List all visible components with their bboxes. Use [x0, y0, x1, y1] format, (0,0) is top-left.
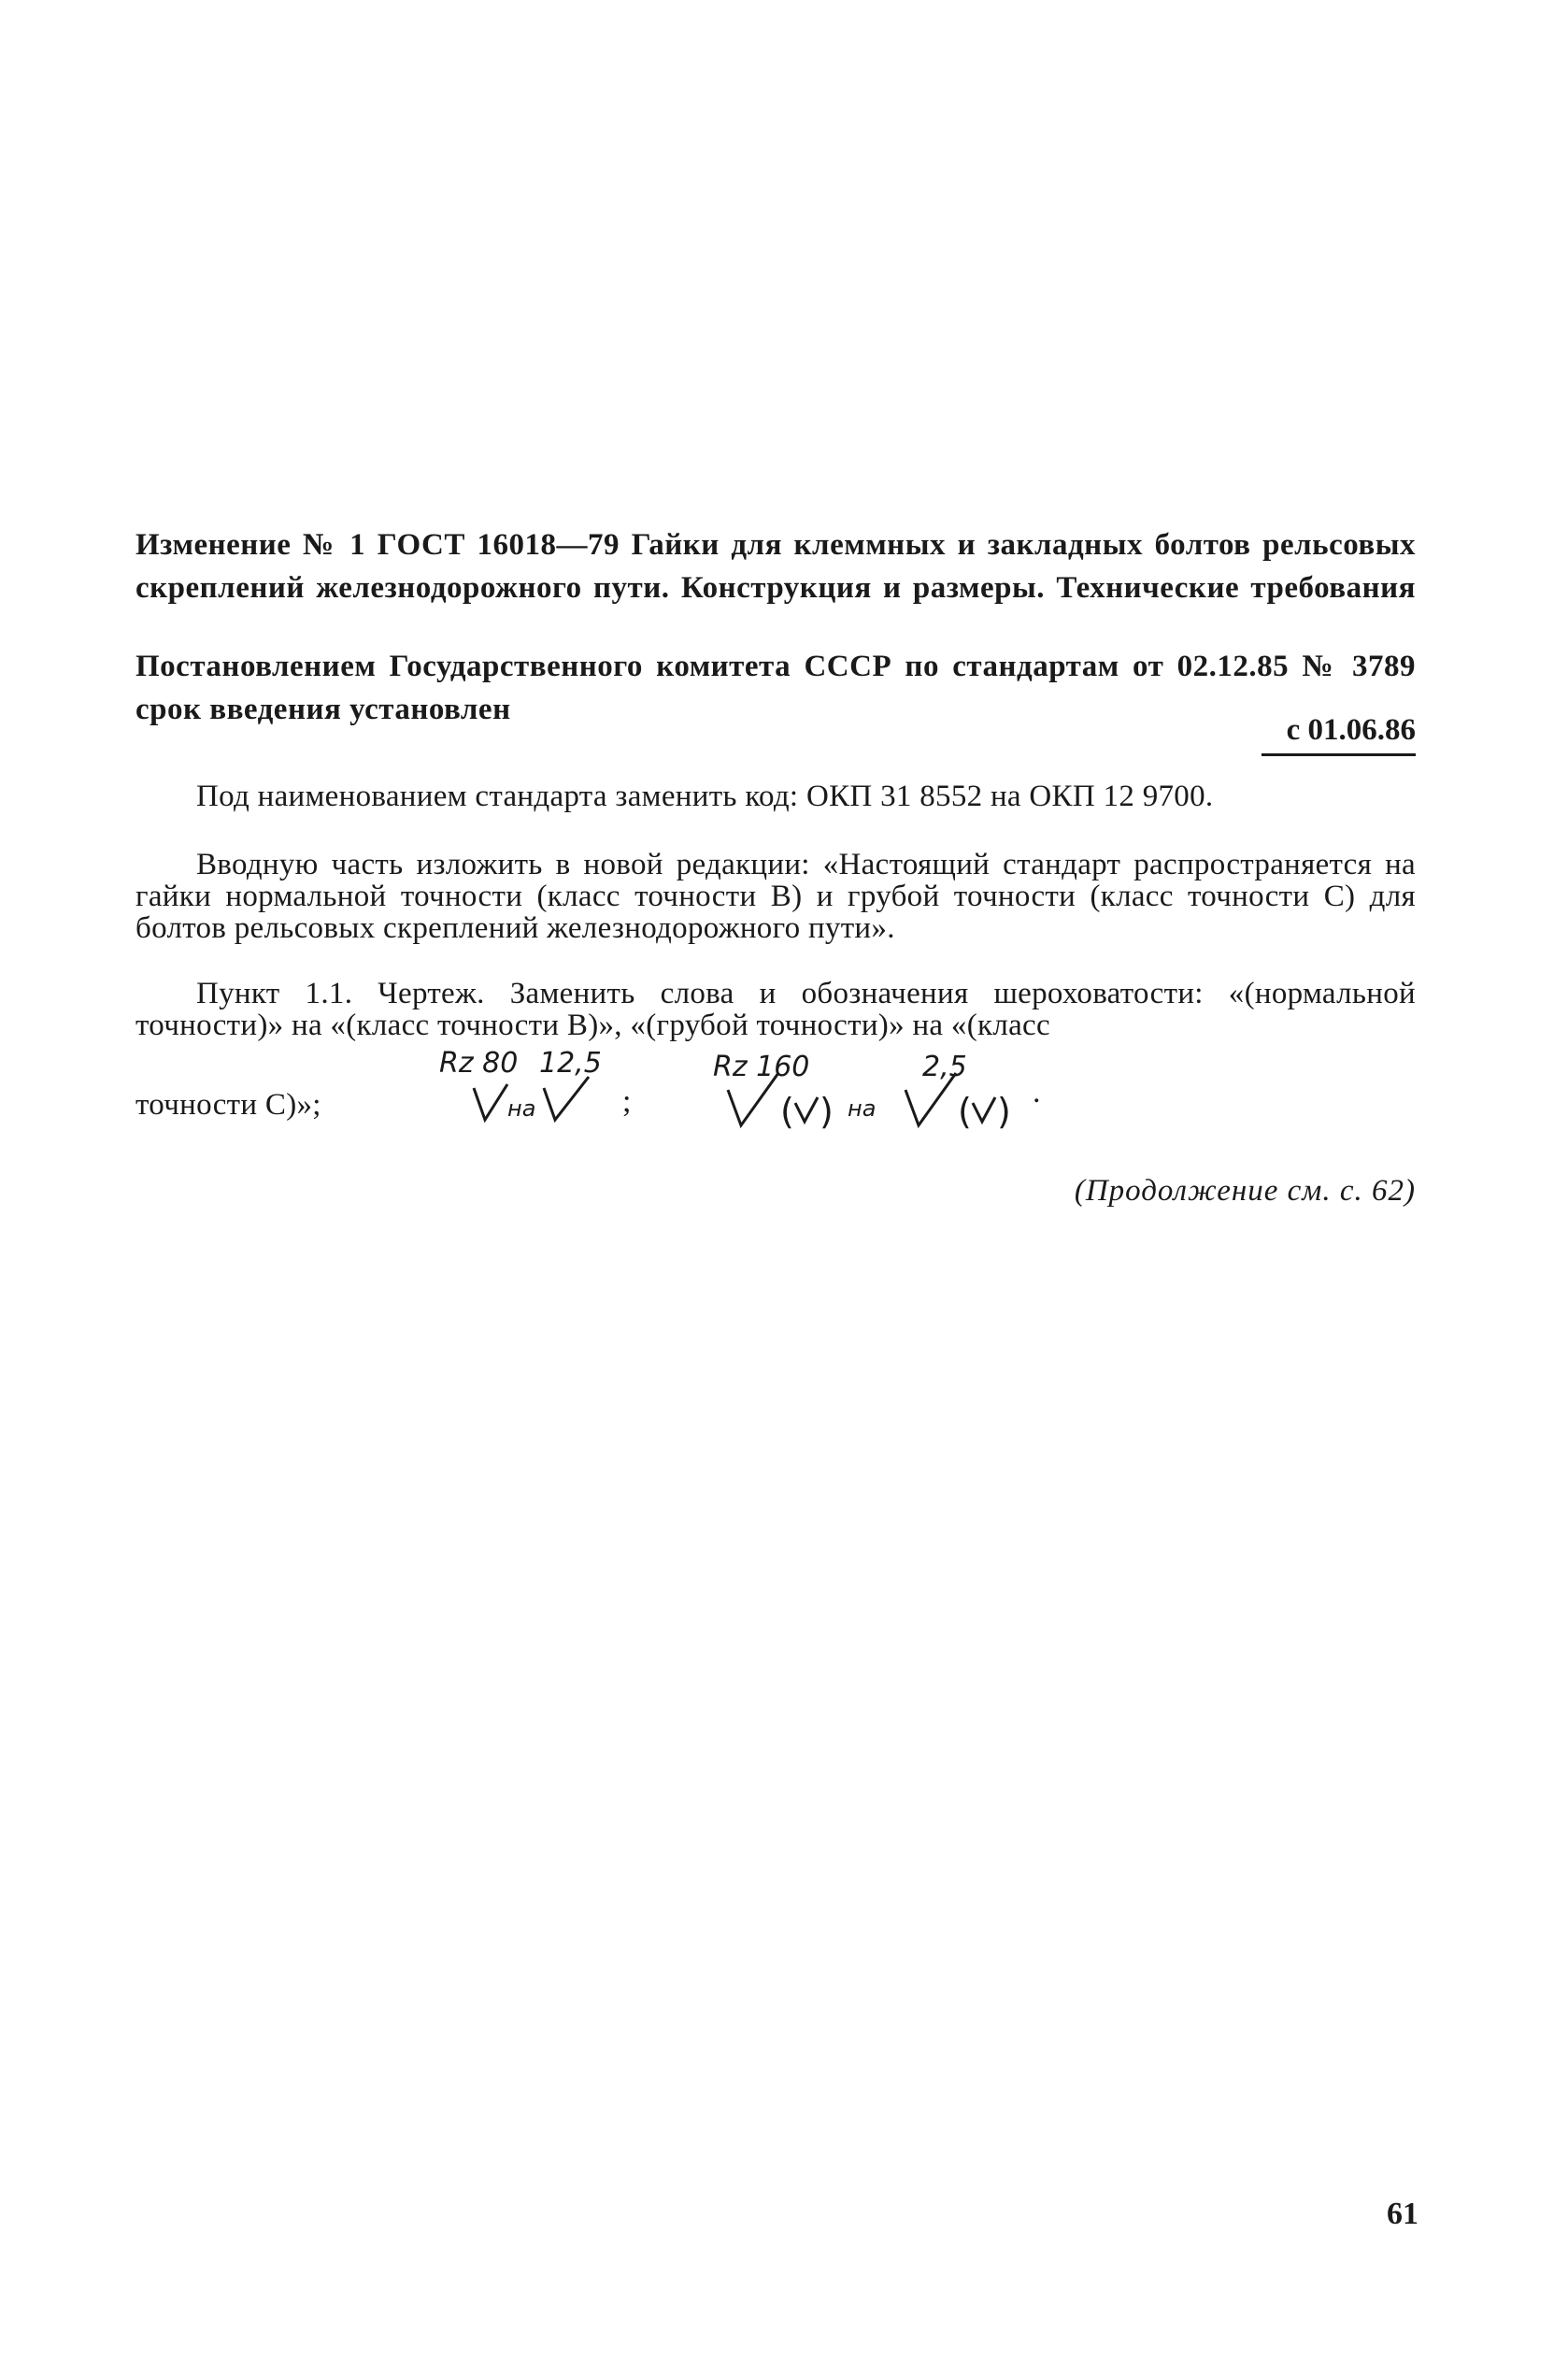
resolution-text: Постановлением Государственного комитета СССР по стандартам от 02.12.85 № 3789 срок введения установлен [135, 650, 1416, 726]
roughness-check-parenthesized-icon [726, 1084, 838, 1131]
paragraph-introduction [135, 849, 1416, 944]
roughness-check-icon [472, 1084, 509, 1124]
roughness-connector-1: на [507, 1095, 536, 1122]
page-number: 61 [1387, 2197, 1418, 2231]
roughness-old-value-2: Rz 160 [713, 1051, 810, 1083]
paragraph-drawing [135, 978, 1416, 1041]
roughness-prefix: точности С)»; [135, 1088, 321, 1122]
paragraph-okp-code [135, 780, 1416, 812]
effective-date: с 01.06.86 [1286, 713, 1416, 747]
paragraph-text: Под наименованием стандарта заменить код: ОКП 31 8552 на ОКП 12 9700. [196, 780, 1214, 813]
roughness-check-icon [542, 1084, 591, 1124]
roughness-check-parenthesized-icon [904, 1084, 1016, 1131]
roughness-old-value-1: Rz 80 [439, 1047, 519, 1080]
paragraph-text: Вводную часть изложить в новой редакции: «Настоящий стандарт распространяется на гайки нормальной точности (класс точности В) и грубой точности (класс точности С) для болтов рельсовых скреплений железнодорожного пути». [135, 848, 1416, 945]
amendment-title: Изменение № 1 ГОСТ 16018—79 Гайки для клеммных и закладных болтов рельсовых скреплений железнодорожного пути. Конструкция и размеры. Технические требования [135, 528, 1416, 605]
roughness-end-mark: . [1033, 1075, 1041, 1109]
roughness-separator: ; [622, 1084, 632, 1119]
roughness-new-value-1: 12,5 [539, 1047, 602, 1080]
svg-text:): ) [997, 1091, 1011, 1132]
roughness-connector-2: на [848, 1095, 877, 1122]
svg-text:): ) [820, 1091, 834, 1132]
paragraph-text: Пункт 1.1. Чертеж. Заменить слова и обозначения шероховатости: «(нормальной точности)» на «(класс точности В)», «(грубой точности)» на «(класс [135, 977, 1416, 1042]
roughness-new-value-2: 2,5 [922, 1051, 967, 1083]
effective-date-underline [1262, 753, 1416, 756]
continuation-note: (Продолжение см. с. 62) [1074, 1174, 1416, 1208]
roughness-symbols-line [135, 1047, 1163, 1159]
svg-text:(: ( [780, 1091, 794, 1132]
svg-text:(: ( [958, 1091, 972, 1132]
